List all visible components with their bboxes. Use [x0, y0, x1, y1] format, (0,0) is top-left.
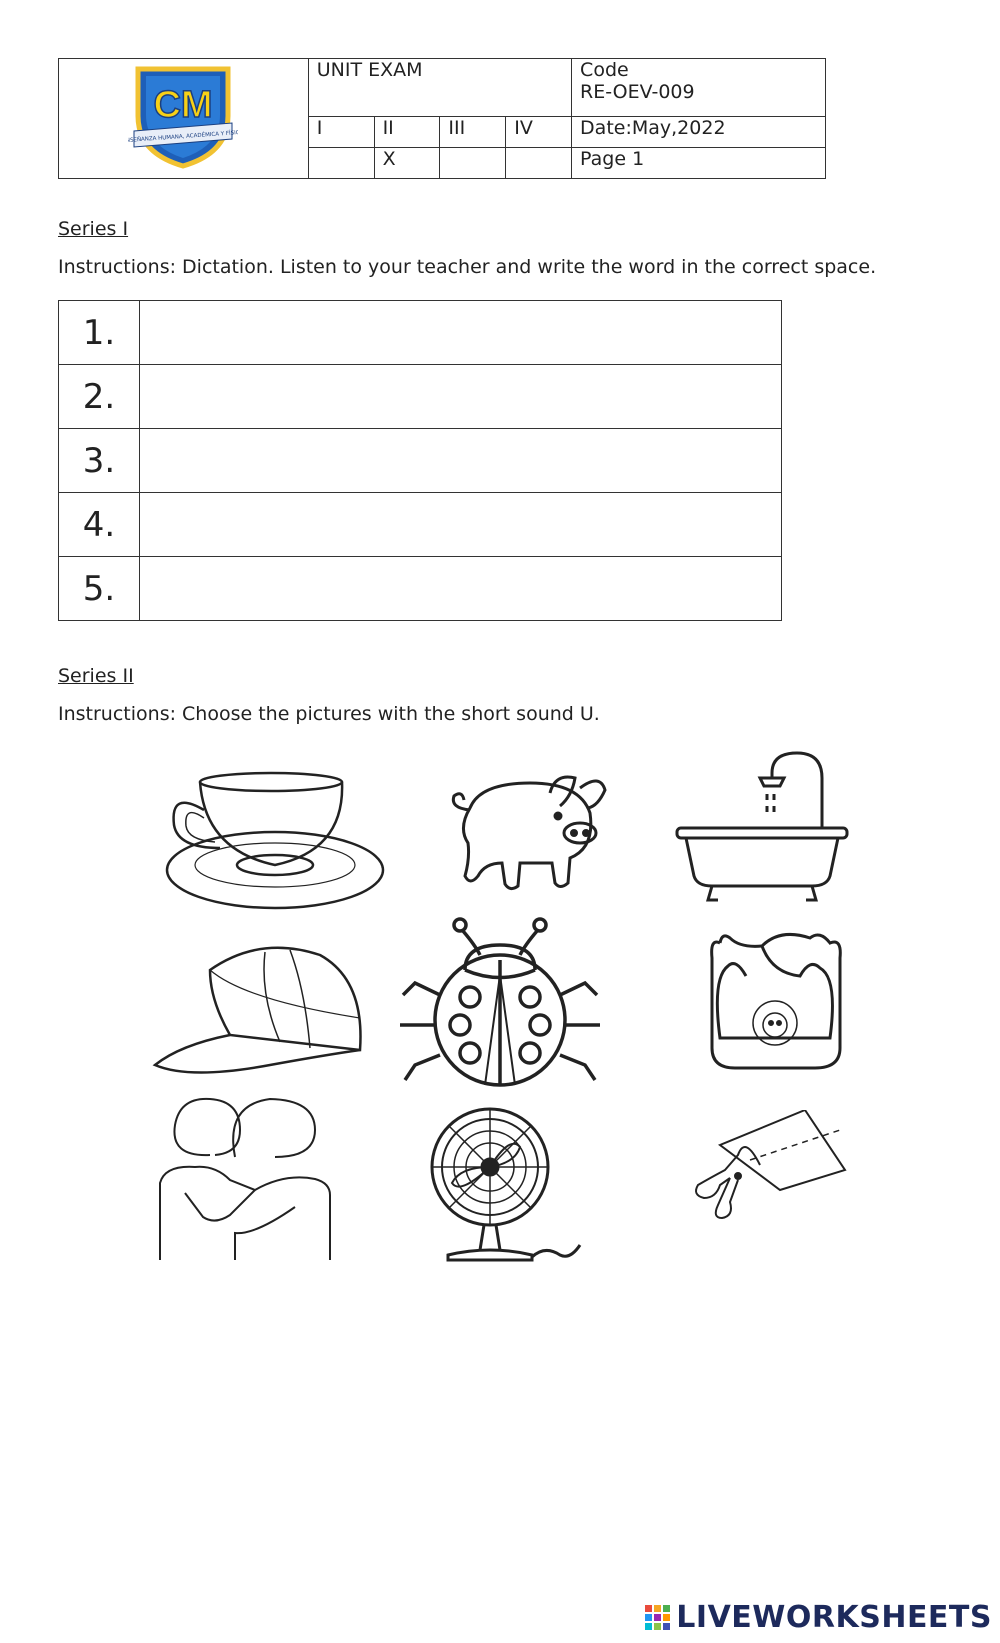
quarter-1: I [308, 117, 374, 148]
liveworksheets-text: LIVEWORKSHEETS [676, 1600, 992, 1635]
date-cell: Date:May,2022 [572, 117, 826, 148]
tub-icon[interactable] [672, 748, 852, 908]
cup-icon[interactable] [160, 770, 390, 920]
row-number: 4. [59, 493, 140, 557]
exam-title: UNIT EXAM [316, 59, 423, 81]
series1-instructions: Instructions: Dictation. Listen to your teacher and write the word in the correct space. [58, 256, 877, 278]
table-row [59, 429, 782, 493]
svg-text:CM: CM [153, 84, 213, 126]
code-label: Code [580, 59, 629, 81]
page-cell: Page 1 [572, 148, 826, 179]
quarter-3: III [440, 117, 506, 148]
row-number: 1. [59, 301, 140, 365]
table-row [59, 365, 782, 429]
bib-icon[interactable] [700, 918, 850, 1076]
quarter-2: II [374, 117, 440, 148]
answer-field[interactable] [140, 365, 782, 429]
liveworksheets-logo[interactable] [645, 1600, 992, 1635]
code-cell [572, 59, 826, 117]
fan-icon[interactable] [420, 1105, 585, 1265]
quarter-mark-1 [308, 148, 374, 179]
quarter-mark-4 [506, 148, 572, 179]
pig-icon[interactable] [440, 768, 615, 893]
logo-cell [59, 59, 309, 179]
row-number: 3. [59, 429, 140, 493]
row-number: 2. [59, 365, 140, 429]
table-row [59, 301, 782, 365]
answer-field[interactable] [140, 301, 782, 365]
exam-header-table [58, 58, 826, 179]
series1-title: Series I [58, 218, 129, 240]
answer-field[interactable] [140, 557, 782, 621]
quarter-mark-3 [440, 148, 506, 179]
quarter-4: IV [506, 117, 572, 148]
school-logo [128, 61, 238, 171]
table-row [59, 557, 782, 621]
exam-title-cell [308, 59, 571, 117]
series2-instructions: Instructions: Choose the pictures with the short sound U. [58, 703, 600, 725]
hug-icon[interactable] [155, 1095, 335, 1260]
dictation-table [58, 300, 782, 621]
cap-icon[interactable] [150, 940, 375, 1085]
liveworksheets-grid-icon [645, 1605, 670, 1630]
answer-field[interactable] [140, 429, 782, 493]
row-number: 5. [59, 557, 140, 621]
quarter-mark-2: X [374, 148, 440, 179]
svg-text:ENSEÑANZA HUMANA, ACADÉMICA Y: ENSEÑANZA HUMANA, ACADÉMICA Y FÍSICA [128, 129, 239, 145]
cut-icon[interactable] [690, 1110, 850, 1225]
answer-field[interactable] [140, 493, 782, 557]
table-row [59, 493, 782, 557]
code-value: RE-OEV-009 [580, 81, 695, 103]
series2-title: Series II [58, 665, 134, 687]
bug-icon[interactable] [395, 915, 605, 1090]
